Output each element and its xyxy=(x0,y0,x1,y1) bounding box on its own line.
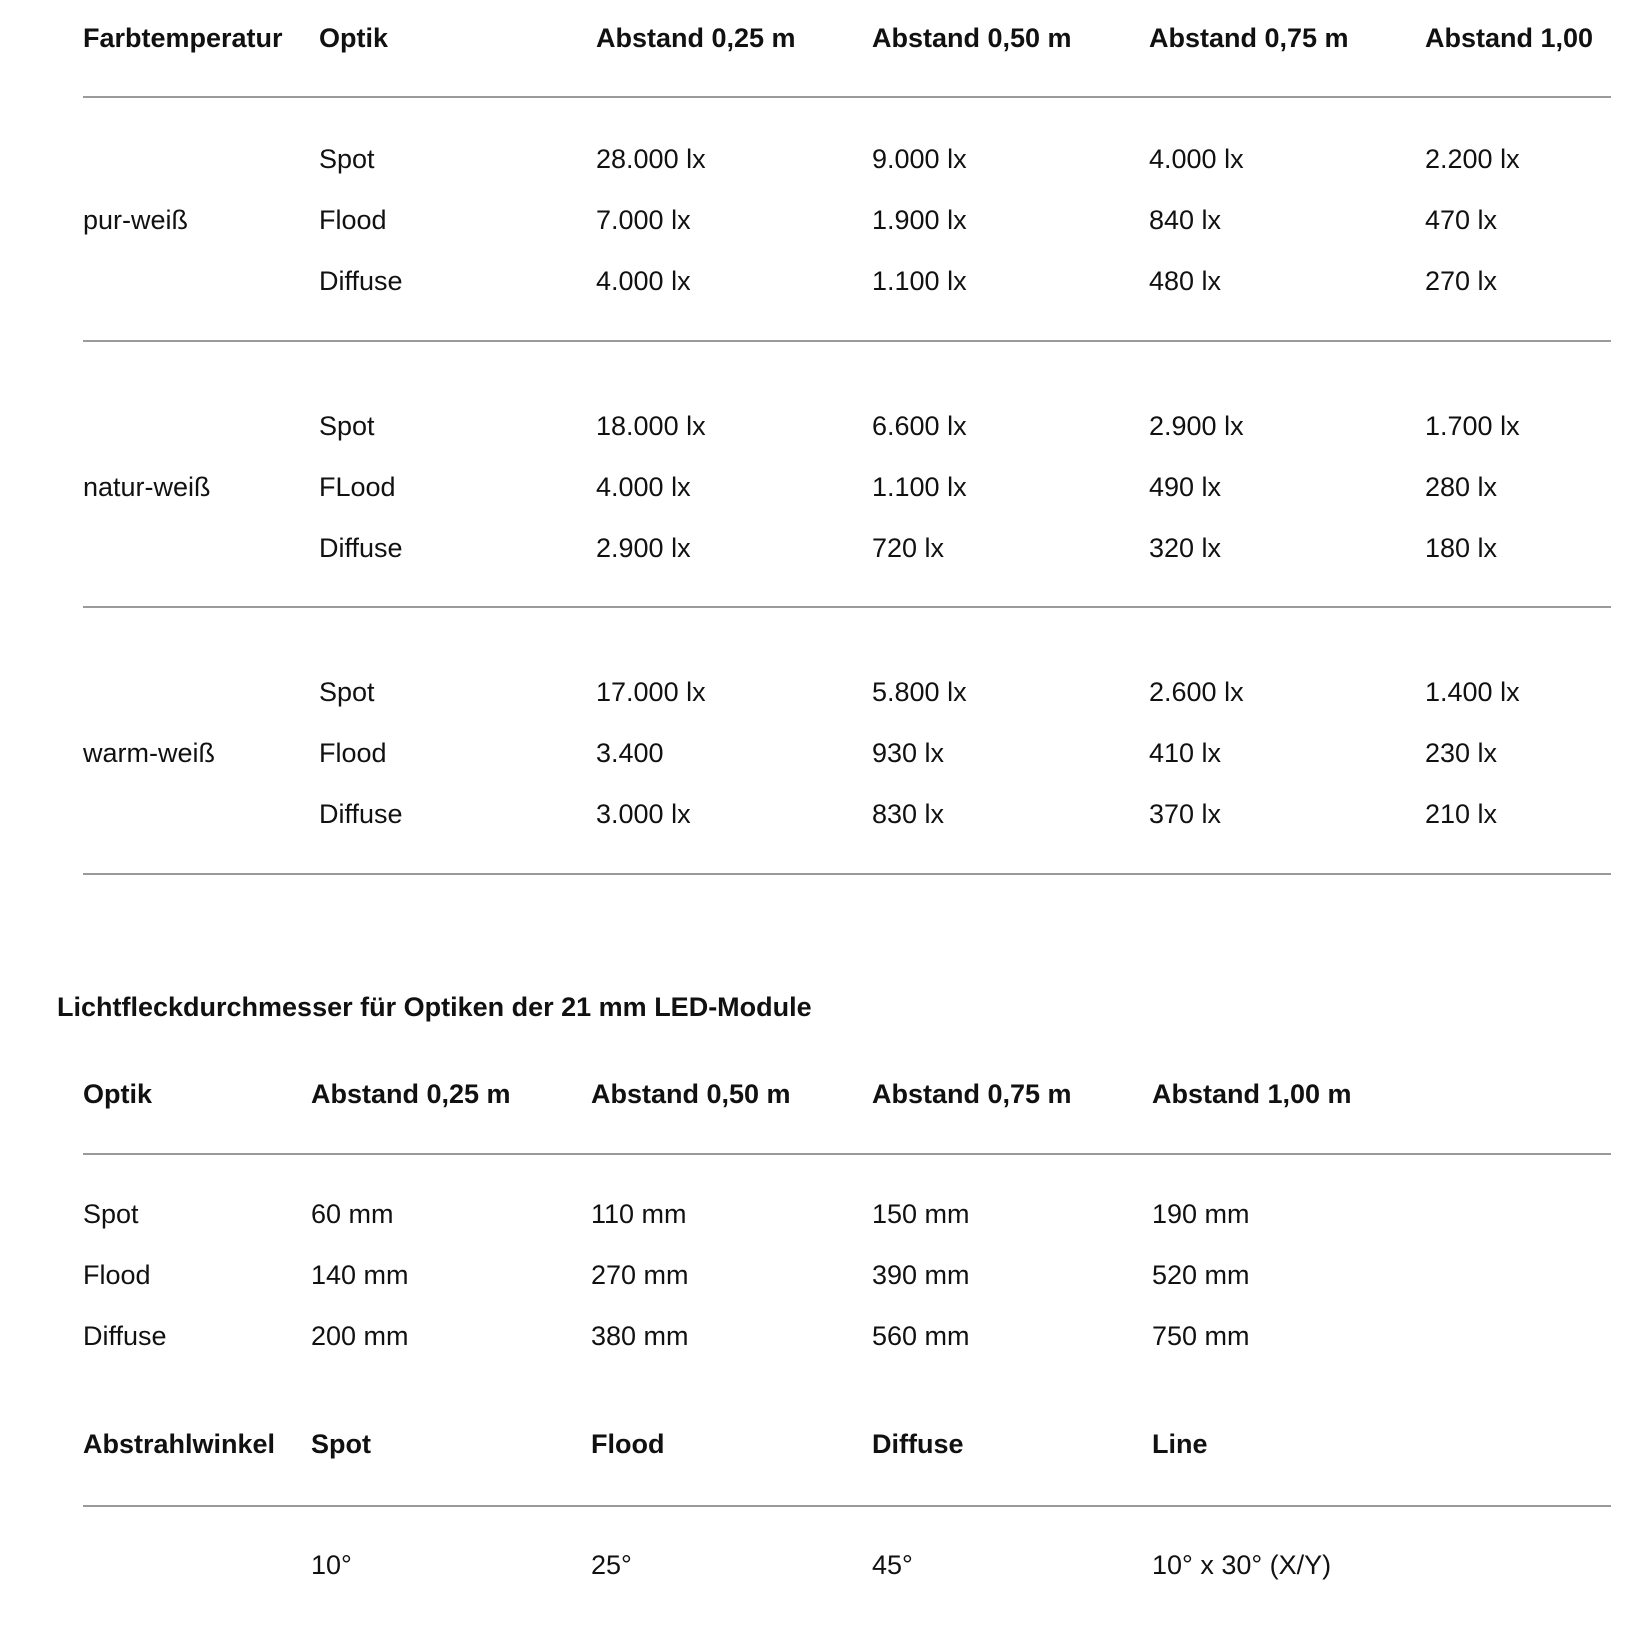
group-divider xyxy=(83,340,1611,342)
optic-label: Diffuse xyxy=(319,533,403,563)
header-flood: Flood xyxy=(591,1429,665,1459)
value-cell: 930 lx xyxy=(872,738,945,768)
value-cell: 7.000 lx xyxy=(596,205,691,235)
group-divider xyxy=(83,873,1611,875)
value-cell: 390 mm xyxy=(872,1260,970,1290)
value-cell: 180 lx xyxy=(1425,533,1498,563)
value-cell: 18.000 lx xyxy=(596,411,706,441)
value-cell: 750 mm xyxy=(1152,1321,1250,1351)
value-cell: 720 lx xyxy=(872,533,945,563)
header-diffuse: Diffuse xyxy=(872,1429,964,1459)
value-cell: 150 mm xyxy=(872,1199,970,1229)
header-divider xyxy=(83,1153,1611,1155)
value-cell: 190 mm xyxy=(1152,1199,1250,1229)
value-cell: 1.100 lx xyxy=(872,266,967,296)
value-cell: 25° xyxy=(591,1550,632,1580)
value-cell: 1.100 lx xyxy=(872,472,967,502)
value-cell: 370 lx xyxy=(1149,799,1222,829)
header-divider xyxy=(83,1505,1611,1507)
optic-label: Spot xyxy=(83,1199,139,1229)
optic-label: Flood xyxy=(319,738,387,768)
value-cell: 10° x 30° (X/Y) xyxy=(1152,1550,1332,1580)
value-cell: 320 lx xyxy=(1149,533,1222,563)
optic-label: Spot xyxy=(319,677,375,707)
value-cell: 520 mm xyxy=(1152,1260,1250,1290)
color-temperature-label: pur-weiß xyxy=(83,205,189,235)
value-cell: 1.700 lx xyxy=(1425,411,1520,441)
value-cell: 200 mm xyxy=(311,1321,409,1351)
value-cell: 2.200 lx xyxy=(1425,144,1520,174)
value-cell: 480 lx xyxy=(1149,266,1222,296)
value-cell: 230 lx xyxy=(1425,738,1498,768)
group-divider xyxy=(83,606,1611,608)
value-cell: 140 mm xyxy=(311,1260,409,1290)
optic-label: Diffuse xyxy=(83,1321,167,1351)
value-cell: 470 lx xyxy=(1425,205,1498,235)
value-cell: 270 mm xyxy=(591,1260,689,1290)
value-cell: 1.400 lx xyxy=(1425,677,1520,707)
value-cell: 60 mm xyxy=(311,1199,394,1229)
header-abstand-050: Abstand 0,50 m xyxy=(591,1079,791,1109)
value-cell: 410 lx xyxy=(1149,738,1222,768)
optic-label: FLood xyxy=(319,472,396,502)
value-cell: 45° xyxy=(872,1550,913,1580)
value-cell: 2.900 lx xyxy=(596,533,691,563)
header-spot: Spot xyxy=(311,1429,371,1459)
header-line: Line xyxy=(1152,1429,1208,1459)
value-cell: 4.000 lx xyxy=(1149,144,1244,174)
value-cell: 830 lx xyxy=(872,799,945,829)
optic-label: Spot xyxy=(319,411,375,441)
value-cell: 5.800 lx xyxy=(872,677,967,707)
value-cell: 110 mm xyxy=(591,1199,687,1229)
optic-label: Diffuse xyxy=(319,799,403,829)
header-optik: Optik xyxy=(83,1079,153,1109)
header-farbtemperatur: Farbtemperatur xyxy=(83,23,283,53)
value-cell: 270 lx xyxy=(1425,266,1498,296)
optic-label: Flood xyxy=(83,1260,151,1290)
header-abstrahlwinkel: Abstrahlwinkel xyxy=(83,1429,276,1459)
header-abstand-025: Abstand 0,25 m xyxy=(596,23,796,53)
value-cell: 490 lx xyxy=(1149,472,1222,502)
color-temperature-label: warm-weiß xyxy=(83,738,215,768)
header-abstand-075: Abstand 0,75 m xyxy=(872,1079,1072,1109)
value-cell: 3.400 xyxy=(596,738,664,768)
optic-label: Flood xyxy=(319,205,387,235)
value-cell: 840 lx xyxy=(1149,205,1222,235)
value-cell: 280 lx xyxy=(1425,472,1498,502)
header-abstand-100: Abstand 1,00 m xyxy=(1152,1079,1352,1109)
optic-label: Diffuse xyxy=(319,266,403,296)
value-cell: 560 mm xyxy=(872,1321,970,1351)
value-cell: 1.900 lx xyxy=(872,205,967,235)
value-cell: 17.000 lx xyxy=(596,677,706,707)
value-cell: 9.000 lx xyxy=(872,144,967,174)
value-cell: 10° xyxy=(311,1550,352,1580)
value-cell: 4.000 lx xyxy=(596,472,691,502)
value-cell: 2.900 lx xyxy=(1149,411,1244,441)
header-abstand-075: Abstand 0,75 m xyxy=(1149,23,1349,53)
value-cell: 4.000 lx xyxy=(596,266,691,296)
header-abstand-025: Abstand 0,25 m xyxy=(311,1079,511,1109)
value-cell: 28.000 lx xyxy=(596,144,706,174)
header-divider xyxy=(83,96,1611,98)
optic-label: Spot xyxy=(319,144,375,174)
diameter-section-title: Lichtfleckdurchmesser für Optiken der 21 mm LED-Module xyxy=(57,992,812,1022)
header-abstand-100: Abstand 1,00 xyxy=(1425,23,1594,53)
header-abstand-050: Abstand 0,50 m xyxy=(872,23,1072,53)
value-cell: 3.000 lx xyxy=(596,799,691,829)
value-cell: 2.600 lx xyxy=(1149,677,1244,707)
value-cell: 6.600 lx xyxy=(872,411,967,441)
header-optik: Optik xyxy=(319,23,389,53)
value-cell: 210 lx xyxy=(1425,799,1498,829)
value-cell: 380 mm xyxy=(591,1321,689,1351)
color-temperature-label: natur-weiß xyxy=(83,472,211,502)
